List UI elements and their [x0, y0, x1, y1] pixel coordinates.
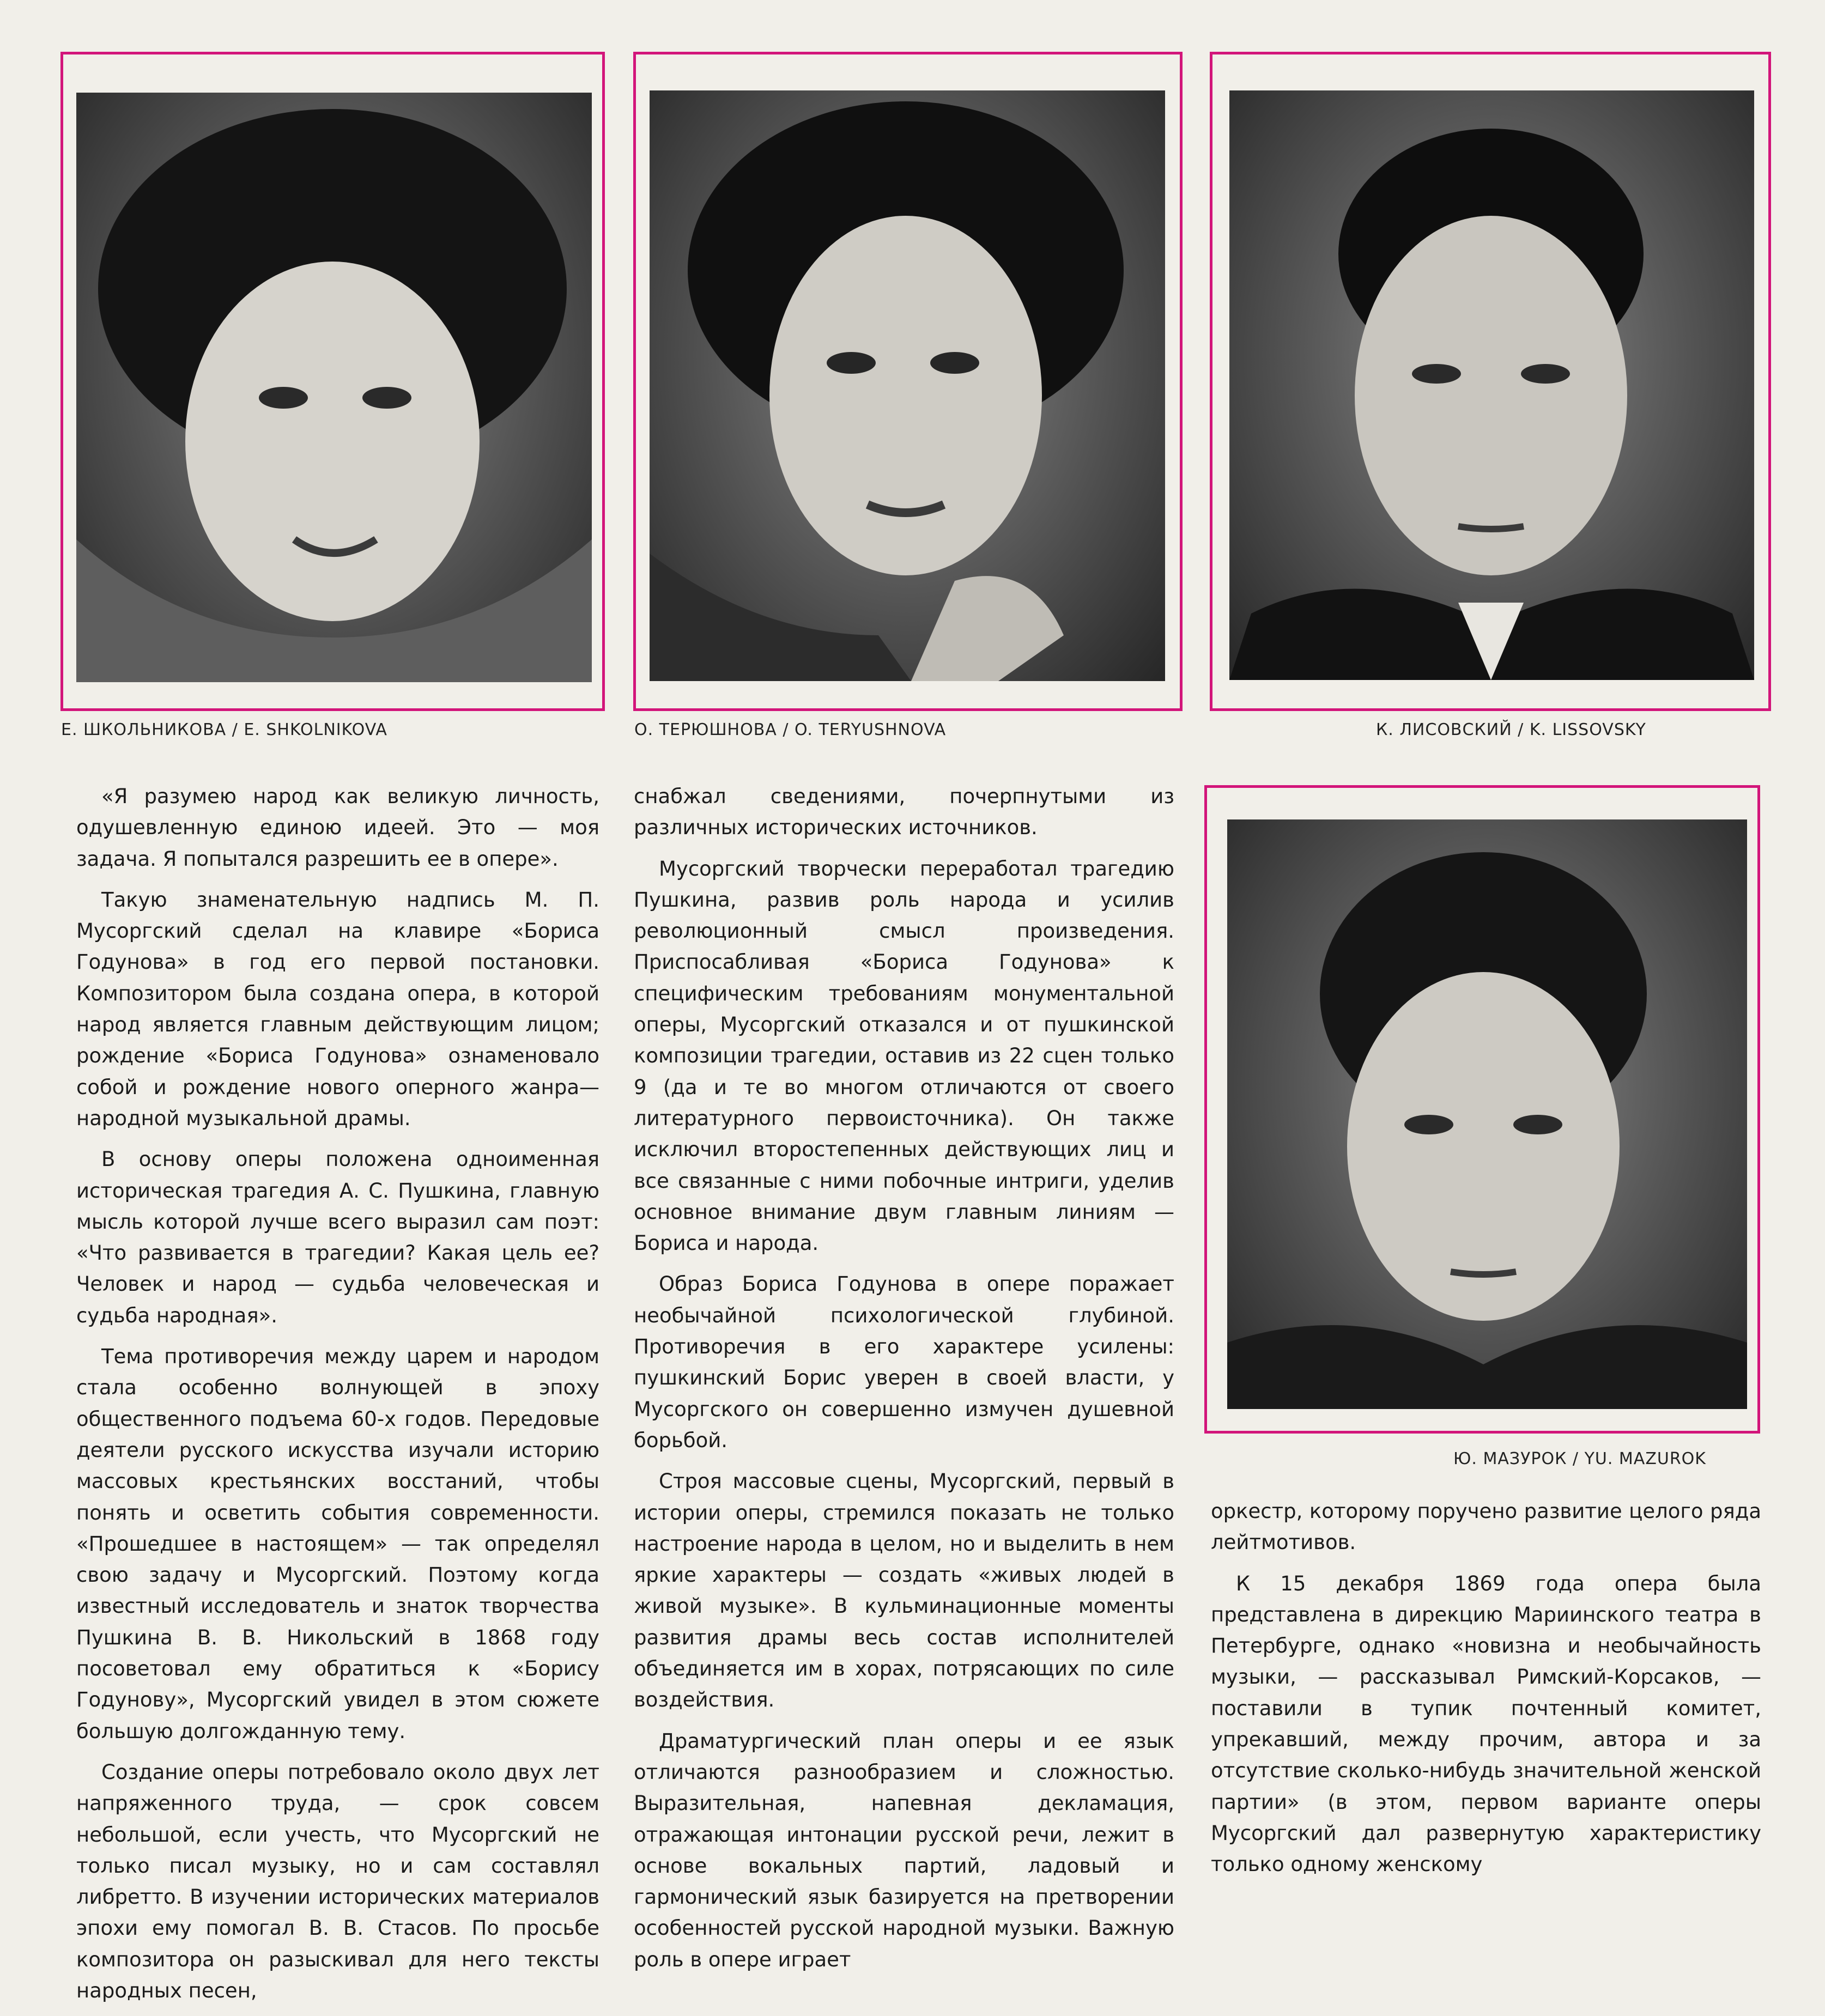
- portrait-photo-teryushnova: [650, 90, 1165, 681]
- paragraph: Создание оперы потребовало около двух лет напряженного труда, — срок совсем небольшой, если учесть, что Мусоргский не только писал музыку, но и сам составлял либретто. В изучении исторических материалов эпохи ему помогал В. В. Стасов. По просьбе композитора он разыскивал для него тексты народных песен,: [76, 1760, 599, 2002]
- portrait-photo-lissovsky: [1229, 90, 1754, 680]
- paragraph: Строя массовые сцены, Мусоргский, первый в истории оперы, стремился показать не только настроение народа в целом, но и выделить в нем яркие характеры — создать «живых людей в живой музыке». В кульминационные моменты развития драмы весь состав исполнителей объединяется им в хорах, потрясающих по силе воздействия.: [634, 1470, 1174, 1712]
- portrait-caption-teryushnova: О. ТЕРЮШНОВА / O. TERYUSHNOVA: [634, 720, 947, 739]
- portrait-caption-mazurok: Ю. МАЗУРОК / YU. MAZUROK: [1453, 1449, 1706, 1468]
- paragraph: Тема противоречия между царем и народом стала особенно волнующей в эпоху общественного подъема 60-х годов. Передовые деятели русского искусства изучали историю массовых крестьянских восстаний, чтобы понять и осветить события современности. «Прошедшее в настоящем» — так определял свою задачу и Мусоргский. Поэтому когда известный исследователь и знаток творчества Пушкина В. В. Никольский в 1868 году посоветовал ему обратиться к «Борису Годунову», Мусоргский увидел в этом сюжете большую долгожданную тему.: [76, 1345, 599, 1743]
- paragraph: снабжал сведениями, почерпнутыми из различных исторических источников.: [634, 785, 1174, 840]
- portrait-caption-lissovsky: К. ЛИСОВСКИЙ / K. LISSOVSKY: [1376, 720, 1646, 739]
- paragraph: В основу оперы положена одноименная историческая трагедия А. С. Пушкина, главную мысль которой лучше всего выразил сам поэт: «Что развивается в трагедии? Какая цель ее? Человек и народ — судьба человеческая и судьба народная».: [76, 1147, 599, 1327]
- portrait-caption-shkolnikova: Е. ШКОЛЬНИКОВА / E. SHKOLNIKOVA: [61, 720, 387, 739]
- paragraph: Мусоргский творчески переработал трагедию Пушкина, развив роль народа и усилив революционный смысл произведения. Приспосабливая «Бориса Годунова» к специфическим требованиям монументальной оперы, Мусоргский отказался и от пушкинской композиции трагедии, оставив из 22 сцен только 9 (да и те во многом отличаются от своего литературного первоисточника). Он также исключил второстепенных действующих лиц и все связанные с ними побочные интриги, уделив основное внимание двум главным линиям — Бориса и народа.: [634, 857, 1174, 1255]
- portrait-photo-shkolnikova: [76, 93, 592, 682]
- article-column-1: [76, 781, 599, 2016]
- man-portrait-icon: [1229, 90, 1754, 680]
- paragraph: Драматургический план оперы и ее язык отличаются разнообразием и сложностью. Выразительная, напевная декламация, отражающая интонации русской речи, лежит в основе вокальных партий, ладовый и гармонический язык базируется на претворении особенностей русской народной музыки. Важную роль в опере играет: [634, 1729, 1174, 1971]
- paragraph: К 15 декабря 1869 года опера была представлена в дирекцию Мариинского театра в Петербурге, однако «новизна и необычайность музыки, — рассказывал Римский-Корсаков, — поставили в тупик почтенный комитет, упрекавший, между прочим, автора и за отсутствие сколько-нибудь значительной женской партии» (в этом, первом варианте оперы Мусоргский дал развернутую характеристику только одному женскому: [1211, 1571, 1761, 1877]
- paragraph: «Я разумею народ как великую личность, одушевленную единою идеей. Это — моя задача. Я попытался разрешить ее в опере».: [76, 785, 599, 871]
- woman-portrait-icon: [76, 93, 592, 682]
- paragraph: оркестр, которому поручено развитие целого ряда лейтмотивов.: [1211, 1499, 1761, 1554]
- portrait-photo-mazurok: [1227, 819, 1747, 1409]
- article-column-3: [1211, 1496, 1761, 1890]
- paragraph: Такую знаменательную надпись М. П. Мусоргский сделал на клавире «Бориса Годунова» в год его первой постановки. Композитором была создана опера, в которой народ является главным действующим лицом; рождение «Бориса Годунова» ознаменовало собой и рождение нового оперного жанра—народной музыкальной драмы.: [76, 888, 599, 1130]
- woman-portrait-icon: [650, 90, 1165, 681]
- article-column-2: [634, 781, 1174, 1985]
- man-portrait-icon: [1227, 819, 1747, 1409]
- paragraph: Образ Бориса Годунова в опере поражает необычайной психологической глубиной. Противоречия в его характере усилены: пушкинский Борис уверен в своей власти, у Мусоргского он совершенно измучен душевной борьбой.: [634, 1272, 1174, 1452]
